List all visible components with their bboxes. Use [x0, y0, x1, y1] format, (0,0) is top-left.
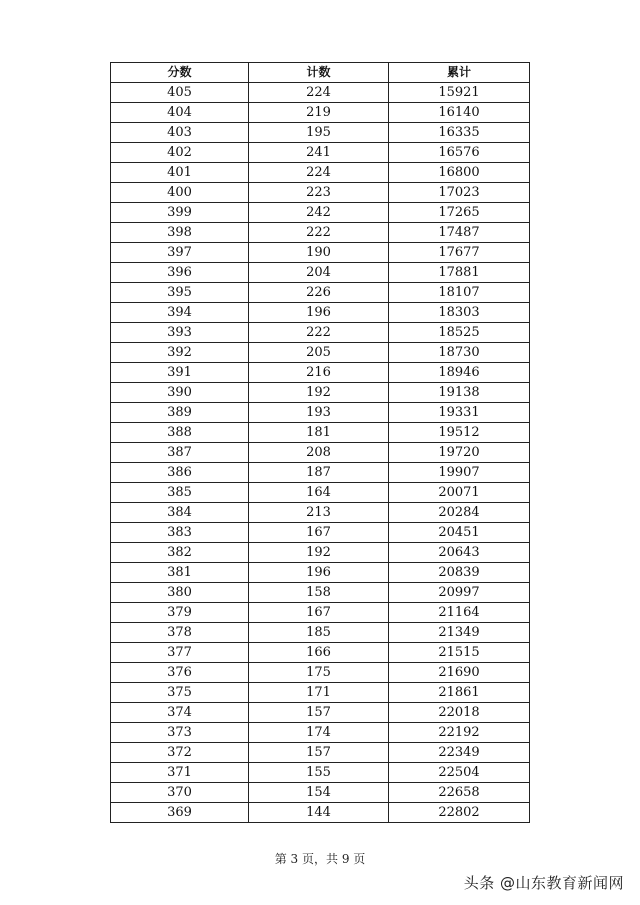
cell-cumulative: 17023 — [389, 183, 530, 203]
cell-cumulative: 20451 — [389, 523, 530, 543]
cell-cumulative: 16800 — [389, 163, 530, 183]
table-row — [111, 463, 530, 483]
cell-score: 377 — [111, 643, 249, 663]
page-number: 第 3 页，共 9 页 — [274, 852, 366, 866]
score-distribution-table — [110, 62, 530, 823]
cell-score: 399 — [111, 203, 249, 223]
table-row — [111, 703, 530, 723]
cell-score: 389 — [111, 403, 249, 423]
cell-cumulative: 19331 — [389, 403, 530, 423]
cell-count: 196 — [249, 303, 389, 323]
table-row — [111, 403, 530, 423]
cell-cumulative: 20839 — [389, 563, 530, 583]
cell-score: 387 — [111, 443, 249, 463]
cell-score: 369 — [111, 803, 249, 823]
cell-count: 158 — [249, 583, 389, 603]
cell-count: 222 — [249, 323, 389, 343]
table-row — [111, 383, 530, 403]
table-row — [111, 343, 530, 363]
cell-count: 190 — [249, 243, 389, 263]
cell-count: 242 — [249, 203, 389, 223]
cell-cumulative: 22349 — [389, 743, 530, 763]
cell-count: 192 — [249, 383, 389, 403]
cell-cumulative: 21861 — [389, 683, 530, 703]
cell-score: 381 — [111, 563, 249, 583]
cell-count: 167 — [249, 603, 389, 623]
cell-cumulative: 21690 — [389, 663, 530, 683]
cell-score: 396 — [111, 263, 249, 283]
cell-cumulative: 22192 — [389, 723, 530, 743]
cell-count: 241 — [249, 143, 389, 163]
cell-count: 167 — [249, 523, 389, 543]
table-row — [111, 763, 530, 783]
header-score: 分数 — [111, 63, 249, 83]
cell-cumulative: 17265 — [389, 203, 530, 223]
cell-score: 371 — [111, 763, 249, 783]
cell-cumulative: 18107 — [389, 283, 530, 303]
cell-count: 216 — [249, 363, 389, 383]
cell-score: 394 — [111, 303, 249, 323]
cell-count: 171 — [249, 683, 389, 703]
watermark: 头条 @山东教育新闻网 — [463, 874, 624, 892]
cell-cumulative: 18525 — [389, 323, 530, 343]
cell-count: 193 — [249, 403, 389, 423]
cell-count: 155 — [249, 763, 389, 783]
cell-count: 181 — [249, 423, 389, 443]
cell-count: 175 — [249, 663, 389, 683]
table-row — [111, 683, 530, 703]
table-row — [111, 303, 530, 323]
cell-count: 222 — [249, 223, 389, 243]
cell-count: 224 — [249, 163, 389, 183]
table-row — [111, 563, 530, 583]
cell-cumulative: 17487 — [389, 223, 530, 243]
cell-score: 372 — [111, 743, 249, 763]
table-row — [111, 643, 530, 663]
table-row — [111, 603, 530, 623]
cell-score: 391 — [111, 363, 249, 383]
cell-score: 379 — [111, 603, 249, 623]
cell-cumulative: 20284 — [389, 503, 530, 523]
cell-cumulative: 18730 — [389, 343, 530, 363]
cell-count: 154 — [249, 783, 389, 803]
cell-score: 392 — [111, 343, 249, 363]
cell-score: 375 — [111, 683, 249, 703]
cell-score: 405 — [111, 83, 249, 103]
table-row — [111, 323, 530, 343]
cell-score: 376 — [111, 663, 249, 683]
cell-score: 380 — [111, 583, 249, 603]
table-row — [111, 503, 530, 523]
cell-cumulative: 20071 — [389, 483, 530, 503]
cell-count: 224 — [249, 83, 389, 103]
table-row — [111, 363, 530, 383]
table-row — [111, 783, 530, 803]
cell-score: 403 — [111, 123, 249, 143]
table-row — [111, 163, 530, 183]
cell-cumulative: 19138 — [389, 383, 530, 403]
cell-cumulative: 16335 — [389, 123, 530, 143]
cell-cumulative: 19720 — [389, 443, 530, 463]
cell-score: 400 — [111, 183, 249, 203]
cell-score: 404 — [111, 103, 249, 123]
table-row — [111, 283, 530, 303]
header-cumulative: 累计 — [389, 63, 530, 83]
cell-count: 223 — [249, 183, 389, 203]
table-row — [111, 583, 530, 603]
cell-count: 174 — [249, 723, 389, 743]
table-row — [111, 83, 530, 103]
table-row — [111, 523, 530, 543]
cell-count: 157 — [249, 743, 389, 763]
cell-count: 219 — [249, 103, 389, 123]
cell-score: 397 — [111, 243, 249, 263]
cell-score: 395 — [111, 283, 249, 303]
cell-cumulative: 16140 — [389, 103, 530, 123]
table-row — [111, 143, 530, 163]
cell-score: 401 — [111, 163, 249, 183]
cell-cumulative: 17881 — [389, 263, 530, 283]
cell-count: 213 — [249, 503, 389, 523]
cell-count: 192 — [249, 543, 389, 563]
cell-cumulative: 19512 — [389, 423, 530, 443]
table-row — [111, 123, 530, 143]
cell-cumulative: 22504 — [389, 763, 530, 783]
cell-count: 204 — [249, 263, 389, 283]
table-row — [111, 203, 530, 223]
cell-cumulative: 22802 — [389, 803, 530, 823]
cell-count: 144 — [249, 803, 389, 823]
table-row — [111, 183, 530, 203]
cell-cumulative: 19907 — [389, 463, 530, 483]
cell-score: 370 — [111, 783, 249, 803]
table-row — [111, 543, 530, 563]
cell-cumulative: 22658 — [389, 783, 530, 803]
cell-count: 157 — [249, 703, 389, 723]
cell-cumulative: 15921 — [389, 83, 530, 103]
table-header-row — [111, 63, 530, 83]
cell-score: 383 — [111, 523, 249, 543]
table-header — [111, 63, 530, 83]
cell-count: 195 — [249, 123, 389, 143]
cell-count: 187 — [249, 463, 389, 483]
cell-score: 390 — [111, 383, 249, 403]
table-row — [111, 663, 530, 683]
cell-count: 166 — [249, 643, 389, 663]
table-row — [111, 443, 530, 463]
table-row — [111, 803, 530, 823]
cell-cumulative: 20643 — [389, 543, 530, 563]
cell-cumulative: 22018 — [389, 703, 530, 723]
cell-score: 388 — [111, 423, 249, 443]
cell-score: 402 — [111, 143, 249, 163]
table-row — [111, 223, 530, 243]
table-row — [111, 243, 530, 263]
cell-count: 164 — [249, 483, 389, 503]
cell-cumulative: 21349 — [389, 623, 530, 643]
table-row — [111, 743, 530, 763]
table-row — [111, 623, 530, 643]
table-row — [111, 423, 530, 443]
cell-count: 185 — [249, 623, 389, 643]
table-row — [111, 723, 530, 743]
cell-score: 393 — [111, 323, 249, 343]
cell-cumulative: 21515 — [389, 643, 530, 663]
cell-cumulative: 18946 — [389, 363, 530, 383]
cell-cumulative: 18303 — [389, 303, 530, 323]
cell-score: 373 — [111, 723, 249, 743]
cell-score: 378 — [111, 623, 249, 643]
cell-count: 196 — [249, 563, 389, 583]
cell-score: 374 — [111, 703, 249, 723]
cell-cumulative: 21164 — [389, 603, 530, 623]
table-row — [111, 263, 530, 283]
cell-cumulative: 20997 — [389, 583, 530, 603]
cell-score: 382 — [111, 543, 249, 563]
cell-score: 384 — [111, 503, 249, 523]
cell-count: 208 — [249, 443, 389, 463]
table-body — [111, 83, 530, 823]
header-count: 计数 — [249, 63, 389, 83]
cell-cumulative: 17677 — [389, 243, 530, 263]
cell-cumulative: 16576 — [389, 143, 530, 163]
cell-score: 385 — [111, 483, 249, 503]
cell-count: 205 — [249, 343, 389, 363]
cell-score: 386 — [111, 463, 249, 483]
table-row — [111, 483, 530, 503]
cell-score: 398 — [111, 223, 249, 243]
table-row — [111, 103, 530, 123]
cell-count: 226 — [249, 283, 389, 303]
